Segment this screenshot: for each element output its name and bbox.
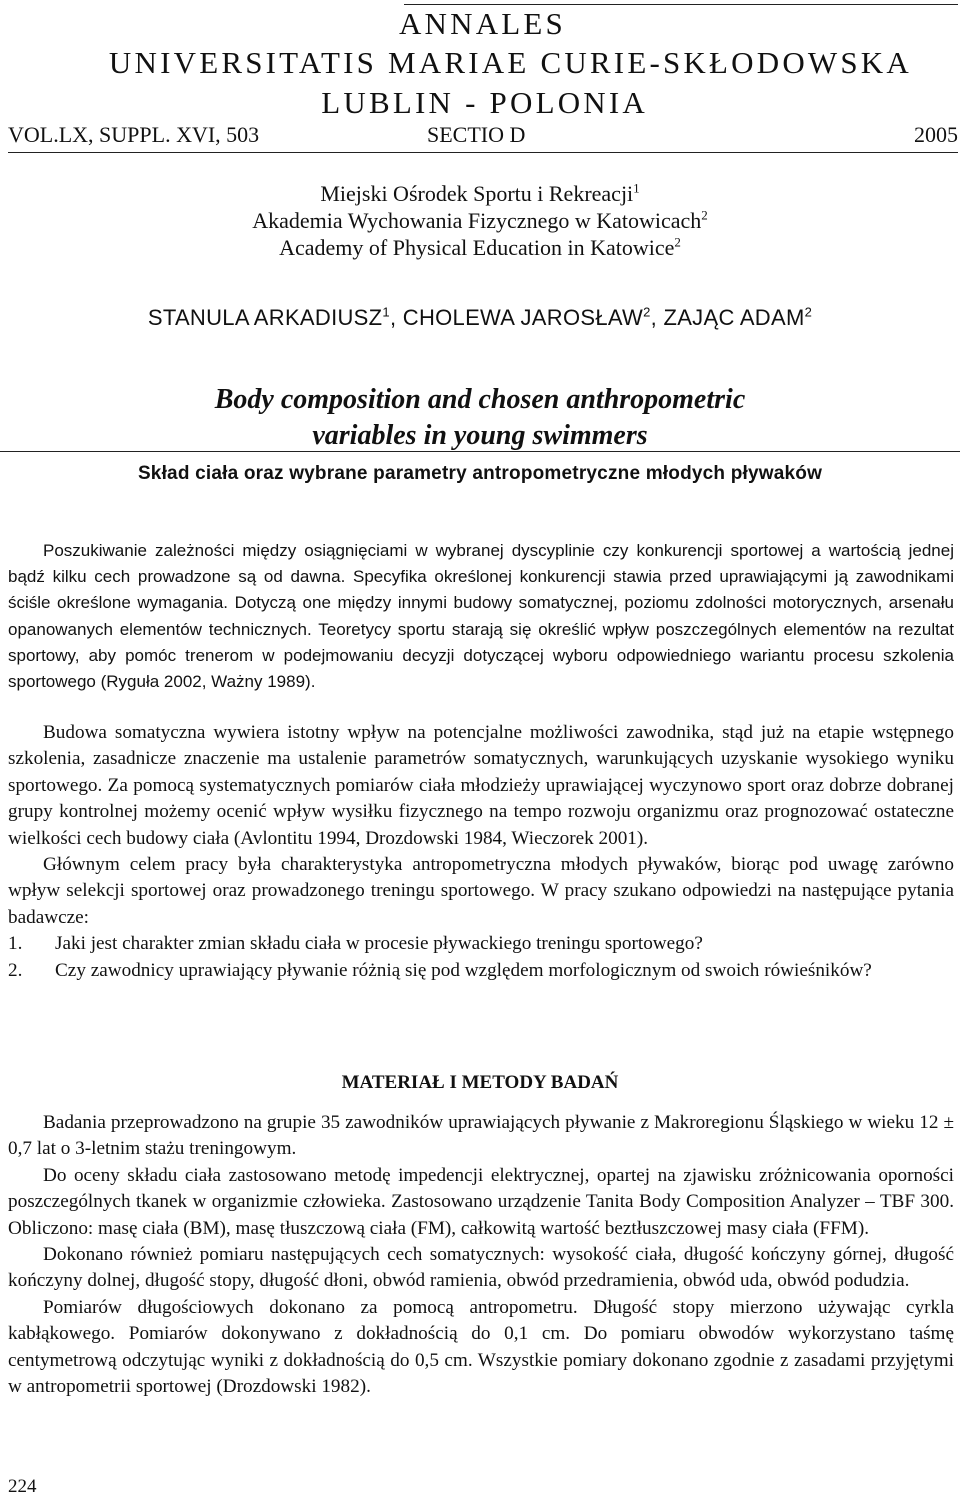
author-name: CHOLEWA JAROSŁAW	[402, 305, 644, 330]
list-item: 1. Jaki jest charakter zmian składu ciała w procesie pływackiego treningu sportowego?	[8, 933, 703, 955]
introduction	[8, 720, 954, 984]
author-name: ZAJĄC ADAM	[663, 305, 805, 330]
abstract-paragraph: Poszukiwanie zależności między osiągnięciami w wybranej dyscyplinie czy konkurencji sportowej a wartością jednej bądź kilku cech prowadzone są od dawna. Specyfika określonej konkurencji stawia przed uprawiającymi ją zawodnikami ściśle określone wymagania. Dotyczą one między innymi budowy somatycznej, poziomu zdolności motorycznych, arsenału opanowanych elementów technicznych. Teoretycy sportu starają się określić wpływ poszczególnych elementów na rezultat sportowy, aby pomóc trenerom w podejmowaniu decyzji dotyczącej wyboru odpowiedniego wariantu procesu szkolenia sportowego (Ryguła 2002, Ważny 1989).	[8, 541, 954, 692]
body-paragraph: Dokonano również pomiaru następujących cech somatycznych: wysokość ciała, długość kończyny górnej, długość kończyny dolnej, długość stopy, długość dłoni, obwód ramienia, obwód przedramienia, obwód uda, obwód podudzia.	[8, 1244, 954, 1292]
methods	[8, 1110, 954, 1400]
journal-title-line1: ANNALES	[398, 6, 566, 41]
affiliation: Academy of Physical Education in Katowice$^2$	[279, 234, 681, 260]
author-name: STANULA ARKADIUSZ	[147, 305, 383, 330]
body-paragraph: Badania przeprowadzono na grupie 35 zawodników uprawiających pływanie z Makroregionu Śląskiego w wieku 12 ± 0,7 lat o 3-letnim stażu treningowym.	[8, 1112, 954, 1160]
journal-year: 2005	[914, 122, 958, 147]
section-heading: MATERIAŁ I METODY BADAŃ	[341, 1072, 619, 1093]
list-item: 2. Czy zawodnicy uprawiający pływanie różnią się pod względem morfologicznym od swoich rówieśników?	[8, 959, 872, 981]
journal-section: SECTIO D	[427, 122, 526, 147]
journal-volume: VOL.LX, SUPPL. XVI, 503	[8, 122, 260, 147]
body-paragraph: Głównym celem pracy była charakterystyka antropometryczna młodych pływaków, biorąc pod uwagę zarówno wpływ selekcji sportowej oraz prowadzonego treningu sportowego. W pracy szukano odpowiedzi na następujące pytania badawcze:	[8, 854, 954, 928]
affiliations	[0, 180, 960, 261]
article-title-english: Body composition and chosen anthropometric variables in young swimmers	[214, 384, 746, 451]
affiliation: Akademia Wychowania Fizycznego w Katowicach$^2$	[252, 207, 708, 233]
journal-title-line2: UNIVERSITATIS MARIAE CURIE-SKŁODOWSKA	[108, 45, 912, 80]
body-paragraph: Budowa somatyczna wywiera istotny wpływ na potencjalne możliwości zawodnika, stąd już na etapie wstępnego szkolenia, zasadnicze znaczenie ma ustalenie parametrów somatycznych, warunkujących uzyskanie wysokiego wyniku sportowego. Za pomocą systematycznych pomiarów ciała młodzieży uprawiającej wyczynowo sport oraz dobrze dobranej grupy kontrolnej możemy ocenić wpływ wysiłku fizycznego na tempo rozwoju organizmu oraz prognozować ostateczne wielkości cech budowy ciała (Avlontitu 1994, Drozdowski 1984, Wieczorek 2001).	[8, 722, 954, 849]
body-paragraph: Pomiarów długościowych dokonano za pomocą antropometru. Długość stopy mierzono używając cyrkla kabłąkowego. Pomiarów dokonywano z dokładnością do 0,1 cm. Do pomiaru obwodów wykorzystano taśmę centymetrową odczytując wyniki z dokładnością do 0,5 cm. Wszystkie pomiary dokonano zgodnie z zasadami przyjętymi w antropometrii sportowej (Drozdowski 1982).	[8, 1296, 954, 1398]
article-title-polish: Skład ciała oraz wybrane parametry antropometryczne młodych pływaków	[137, 463, 823, 484]
journal-title-line3: LUBLIN - POLONIA	[321, 85, 648, 120]
research-questions	[8, 931, 954, 984]
affiliation: Miejski Ośrodek Sportu i Rekreacji$^1$	[320, 180, 640, 206]
author-list: STANULA ARKADIUSZ$^1$, CHOLEWA JAROSŁAW$^2$, ZAJĄC ADAM$^2$	[147, 304, 813, 330]
journal-meta-row	[8, 118, 958, 153]
title-rule	[0, 451, 960, 452]
body-paragraph: Do oceny składu ciała zastosowano metodę impedencji elektrycznej, opartej na zjawisku zróżnicowania oporności poszczególnych tkanek w organizmie człowieka. Zastosowano urządzenie Tanita Body Composition Analyzer – TBF 300. Obliczono: masę ciała (BM), masę tłuszczową ciała (FM), całkowitą wartość beztłuszczowej masy ciała (FFM).	[8, 1164, 954, 1239]
page-number: 224	[8, 1476, 37, 1497]
